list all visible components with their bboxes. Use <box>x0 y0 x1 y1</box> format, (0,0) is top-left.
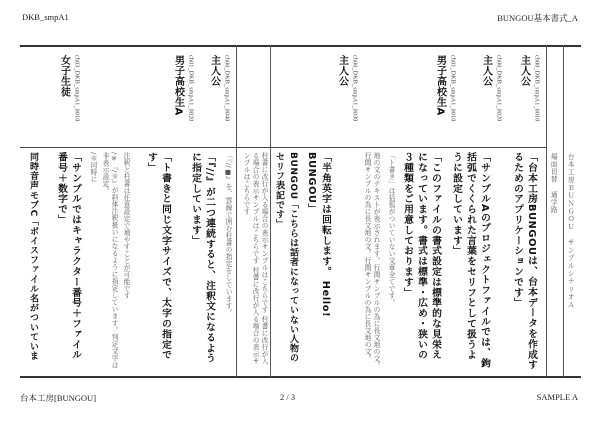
italic-annotation: /※『/※』が斜体注釈扱いになるように指定しています。判定文字は非表示設定。 <box>101 152 118 369</box>
page-number: 2 / 3 <box>280 392 296 402</box>
pillar-heading: 柱書に改行が入る場合の表示サンプルはこちらです 柱書に改行が入る場合の表示サンプルはこちらです 柱書に改行が入る場合の表示サンプルはこちらです <box>242 152 268 365</box>
dialogue-line: 「サンプルではキャラクター番号＋ファイル番号＋数字で」 <box>56 152 81 360</box>
character-name: 男子高校生A <box>434 55 446 116</box>
dialogue-line: 「台本工房BUNGOUは、台本データを作成するためのアプリケーションです」 <box>512 152 537 370</box>
column-divider-scene <box>546 45 547 377</box>
pillar-right-line <box>270 45 271 377</box>
character-name: 主人公 <box>208 55 220 87</box>
annotation: 注釈と柱書は任意設定で増やすことが可能です <box>122 152 130 299</box>
section-divider <box>20 147 546 148</box>
character-name: 男子高校生A <box>172 55 184 116</box>
character-id: ch00_DKB_smpA1_0030 <box>351 55 358 122</box>
header-right: BUNGOU基本書式_A <box>497 13 578 23</box>
character-name: 主人公 <box>480 55 492 87</box>
stage-direction-bold: 「ト書きと同じ文字サイズで、太字の指定です」 <box>146 152 171 360</box>
header-left: DKB_smpA1 <box>22 12 69 22</box>
character-name: 主人公 <box>336 55 348 87</box>
dialogue-line: 「このファイルの書式設定は標準的な見栄えになっています。書式は標準・広め・狭いの３種類をご用意しております」 <box>402 152 441 360</box>
dialogue-line-mob: 同時音声モブC「ボイスファイル名がついていま <box>28 152 38 361</box>
character-id: ch01_DKB_smpA1_0020 <box>187 55 194 122</box>
character-name: 女子生徒 <box>58 55 70 97</box>
narration: 地の文のテキストが表示されます。行間サンプルの為に長文地の文。行間サンプルの為に長文地の文。行間サンプルの為に長文地の文。 <box>363 152 380 369</box>
pillar-note: 「『//■』を、罫線で囲む柱書の指定をしています。 <box>224 152 232 317</box>
character-id: ch00_DKB_smpA1_0040 <box>223 55 230 122</box>
character-id: ch01_DKB_smpA1_0010 <box>449 55 456 122</box>
character-id: ch03_DKB_smpA1_0010 <box>73 55 80 122</box>
character-name: 主人公 <box>518 55 530 87</box>
character-id: ch00_DKB_smpA1_0020 <box>495 55 502 122</box>
stage-direction: 「ト書き」は括弧がついていない文章全てです。 <box>387 152 395 306</box>
character-id: ch00_DKB_smpA1_0010 <box>533 55 540 122</box>
dialogue-line: 「『//』が二つ連続すると、注釈文になるように指定しています」 <box>190 152 215 364</box>
bottom-border <box>20 376 581 378</box>
script-page <box>20 45 581 377</box>
footer-right: SAMPLE A <box>536 392 578 402</box>
dialogue-line: 「サンプルAのプロジェクトファイルでは、鉤括弧でくくられた言葉をセリフとして扱うように設定しています」 <box>451 152 490 369</box>
dialogue-line-unnamed: BUNGOU「こちらは話者になっていない人物のセリフ表記です」 <box>274 152 298 363</box>
footer-left: 台本工房[BUNGOU] <box>20 393 97 403</box>
scene-change: 場面切替 通学路 <box>549 153 558 214</box>
simultaneous-note: /※同時に <box>89 152 97 183</box>
top-border <box>20 45 581 47</box>
dialogue-line: 「半角英字は回転します。 Hello! BUNGOU」 <box>306 152 331 318</box>
scenario-title: 台本工房ＢＵＮＧＯＵ サンプルシナリオＡ <box>566 153 575 309</box>
pillar-left-line <box>236 45 237 377</box>
column-divider-title <box>563 45 564 377</box>
